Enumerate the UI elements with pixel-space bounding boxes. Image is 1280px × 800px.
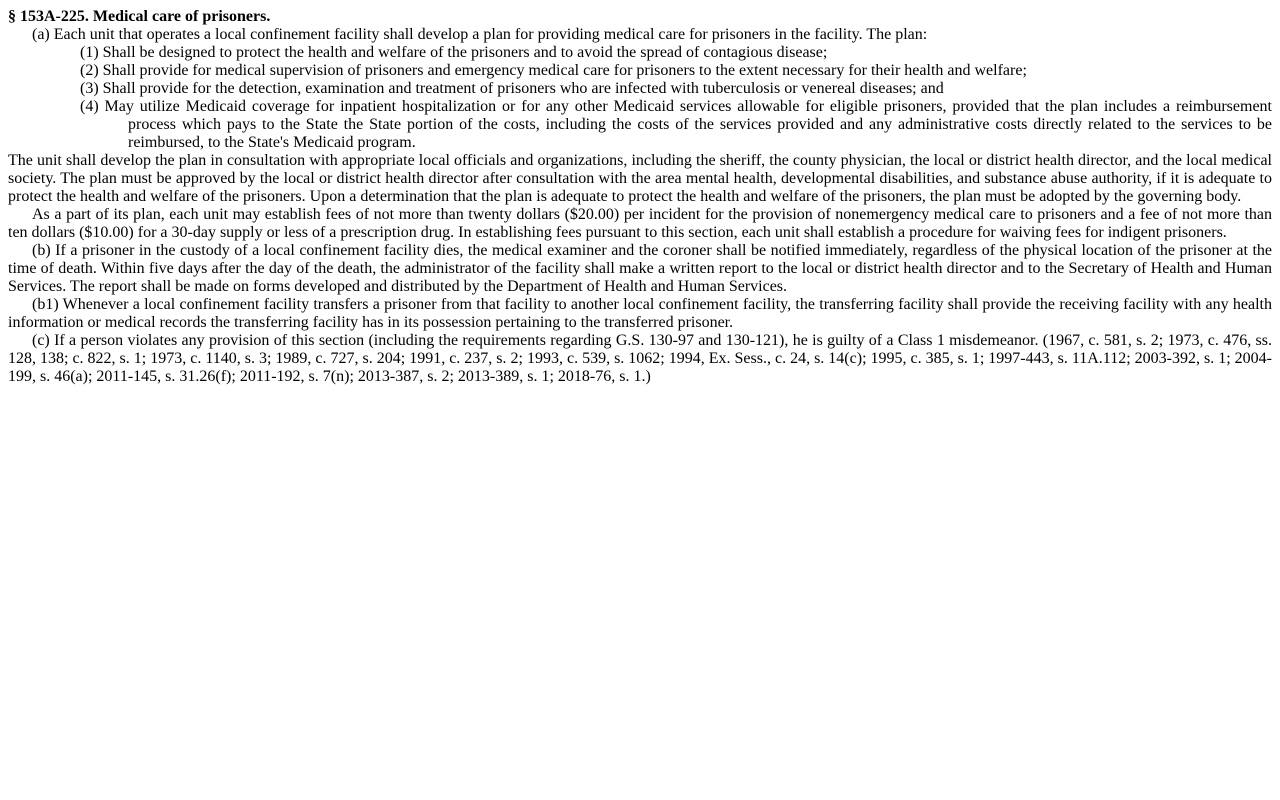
- subsection-a-consultation-paragraph: The unit shall develop the plan in consultation with appropriate local officials and organizations, including the sheriff, the county physician, the local or district health director, and the local medical society. The plan must be approved by the local or district health director after consultation with the area mental health, developmental disabilities, and substance abuse authority, if it is adequate to protect the health and welfare of the prisoners. Upon a determination that the plan is adequate to protect the health and welfare of the prisoners, the plan must be adopted by the governing body.: [8, 152, 1272, 205]
- subsection-a-intro: (a) Each unit that operates a local confinement facility shall develop a plan for providing medical care for prisoners in the facility. The plan:: [32, 26, 928, 43]
- list-item-2: (2) Shall provide for medical supervision of prisoners and emergency medical care for prisoners to the extent necessary for their health and welfare;: [80, 62, 1027, 79]
- fees-paragraph: As a part of its plan, each unit may establish fees of not more than twenty dollars ($20.00) per incident for the provision of nonemergency medical care to prisoners and a fee of not more than ten dollars ($10.00) for a 30-day supply or less of a prescription drug. In establishing fees pursuant to this section, each unit shall establish a procedure for waiving fees for indigent prisoners.: [8, 206, 1272, 241]
- section-heading: § 153A-225. Medical care of prisoners.: [8, 8, 271, 25]
- statute-document: [0, 0, 1280, 386]
- list-item-4: (4) May utilize Medicaid coverage for inpatient hospitalization or for any other Medicaid services allowable for eligible prisoners, provided that the plan includes a reimbursement process which pays to the State the State portion of the costs, including the costs of the services provided and any administrative costs directly related to the services to be reimbursed, to the State's Medicaid program.: [80, 98, 1272, 151]
- subsection-b1: (b1) Whenever a local confinement facility transfers a prisoner from that facility to another local confinement facility, the transferring facility shall provide the receiving facility with any health information or medical records the transferring facility has in its possession pertaining to the transferred prisoner.: [8, 296, 1272, 331]
- subsection-c-with-history: (c) If a person violates any provision of this section (including the requirements regarding G.S. 130-97 and 130-121), he is guilty of a Class 1 misdemeanor. (1967, c. 581, s. 2; 1973, c. 476, ss. 128, 138; c. 822, s. 1; 1973, c. 1140, s. 3; 1989, c. 727, s. 204; 1991, c. 237, s. 2; 1993, c. 539, s. 1062; 1994, Ex. Sess., c. 24, s. 14(c); 1995, c. 385, s. 1; 1997-443, s. 11A.112; 2003-392, s. 1; 2004-199, s. 46(a); 2011-145, s. 31.26(f); 2011-192, s. 7(n); 2013-387, s. 2; 2013-389, s. 1; 2018-76, s. 1.): [8, 332, 1272, 385]
- list-item-1: (1) Shall be designed to protect the health and welfare of the prisoners and to avoid the spread of contagious disease;: [80, 44, 828, 61]
- list-item-3: (3) Shall provide for the detection, examination and treatment of prisoners who are infected with tuberculosis or venereal diseases; and: [80, 80, 944, 97]
- subsection-b: (b) If a prisoner in the custody of a local confinement facility dies, the medical examiner and the coroner shall be notified immediately, regardless of the physical location of the prisoner at the time of death. Within five days after the day of the death, the administrator of the facility shall make a written report to the local or district health director and to the Secretary of Health and Human Services. The report shall be made on forms developed and distributed by the Department of Health and Human Services.: [8, 242, 1272, 295]
